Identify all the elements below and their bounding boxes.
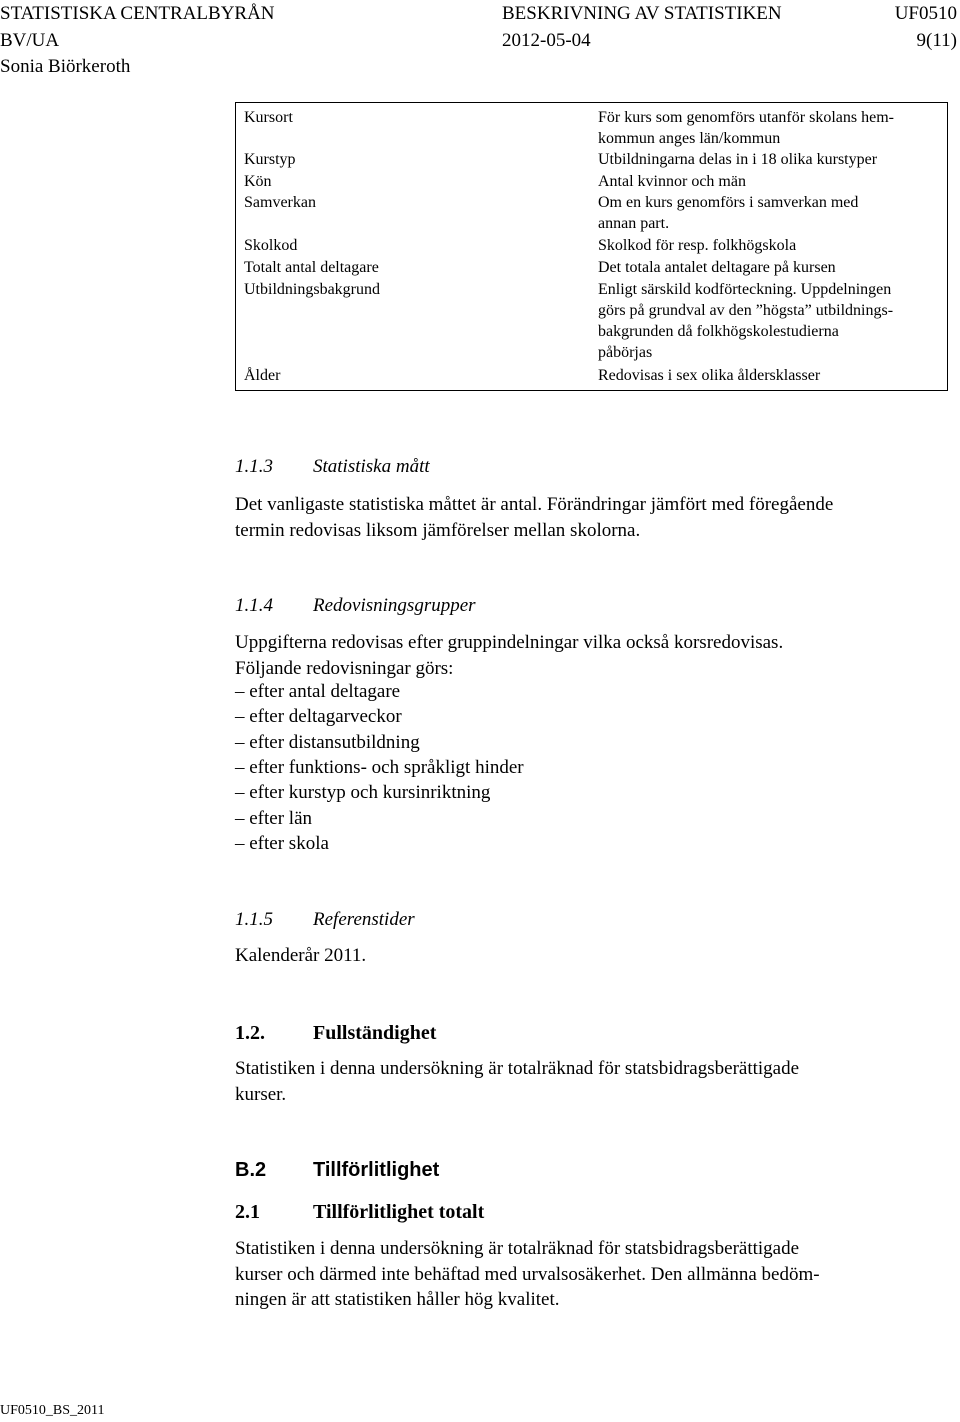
table-desc-totalt: Det totala antalet deltagare på kursen [598, 259, 836, 276]
section-title: Redovisningsgrupper [313, 595, 476, 616]
table-desc-line: Om en kurs genomförs i samverkan med [598, 194, 859, 211]
section-heading-referenstider [235, 908, 415, 932]
table-desc-line: kommun anges län/kommun [598, 130, 781, 147]
paragraph-line: Följande redovisningar görs: [235, 657, 454, 679]
table-term-alder: Ålder [244, 367, 281, 384]
section-number: 1.1.3 [235, 456, 273, 477]
header-org: STATISTISKA CENTRALBYRÅN [0, 3, 275, 24]
header-unit: BV/UA [0, 30, 60, 51]
paragraph-line: Statistiken i denna undersökning är totalräknad för statsbidragsberättigade [235, 1058, 800, 1079]
list-item: – efter distansutbildning [235, 732, 420, 753]
section-title: Tillförlitlighet totalt [313, 1201, 485, 1223]
paragraph-line: Statistiken i denna undersökning är totalräknad för statsbidragsberättigade [235, 1238, 800, 1259]
paragraph-redovisningsgrupper [235, 630, 783, 681]
variable-table [235, 102, 948, 391]
section-title: Statistiska mått [313, 456, 430, 477]
section-number: 1.1.5 [235, 909, 273, 930]
table-desc-kon: Antal kvinnor och män [598, 173, 746, 190]
paragraph-fullstandighet [235, 1056, 799, 1107]
paragraph-statistiska-matt [235, 492, 833, 543]
table-term-skolkod: Skolkod [244, 237, 298, 254]
section-heading-tillforlitlighet-totalt [235, 1200, 484, 1224]
table-term-kursort: Kursort [244, 109, 293, 126]
section-title: Referenstider [313, 909, 415, 930]
table-term-kurstyp: Kurstyp [244, 151, 296, 168]
table-desc-line: påbörjas [598, 344, 653, 361]
paragraph-line: Det vanligaste statistiska måttet är antal. Förändringar jämfört med föregående [235, 494, 834, 515]
section-heading-statistiska-matt [235, 455, 430, 479]
list-item: – efter deltagarveckor [235, 706, 402, 727]
paragraph-line: termin redovisas liksom jämförelser mellan skolorna. [235, 519, 641, 541]
section-title: Tillförlitlighet [313, 1159, 440, 1181]
table-desc-line: För kurs som genomförs utanför skolans hem- [598, 109, 894, 126]
header-author: Sonia Biörkeroth [0, 56, 131, 77]
list-item: – efter kurstyp och kursinriktning [235, 782, 491, 803]
table-desc-line: Enligt särskild kodförteckning. Uppdelningen [598, 281, 892, 298]
table-term-samverkan: Samverkan [244, 194, 316, 211]
section-number: B.2 [235, 1159, 267, 1181]
paragraph-line: Uppgifterna redovisas efter gruppindelningar vilka också korsredovisas. [235, 632, 784, 653]
section-heading-fullstandighet [235, 1021, 436, 1045]
section-number: 1.2. [235, 1022, 265, 1044]
header-page-number: 9(11) [916, 30, 957, 51]
list-item: – efter skola [235, 833, 329, 854]
table-desc-kurstyp: Utbildningarna delas in i 18 olika kurstyper [598, 151, 878, 168]
header-doc-type: BESKRIVNING AV STATISTIKEN [502, 3, 782, 24]
section-title: Fullständighet [313, 1022, 437, 1044]
list-item: – efter antal deltagare [235, 681, 401, 702]
section-heading-redovisningsgrupper [235, 594, 476, 618]
section-number: 1.1.4 [235, 595, 273, 616]
table-desc-skolkod: Skolkod för resp. folkhögskola [598, 237, 797, 254]
table-desc-kursort [598, 107, 943, 149]
paragraph-tillforlitlighet-totalt [235, 1236, 820, 1313]
table-desc-utbildningsbakgrund [598, 279, 943, 363]
paragraph-line: kurser. [235, 1083, 287, 1105]
table-desc-samverkan [598, 192, 943, 234]
table-desc-line: bakgrunden då folkhögskolestudierna [598, 323, 839, 340]
header-date: 2012-05-04 [502, 30, 591, 51]
paragraph-referenstider: Kalenderår 2011. [235, 945, 367, 966]
table-term-utbildningsbakgrund: Utbildningsbakgrund [244, 281, 380, 298]
table-desc-line: annan part. [598, 215, 670, 232]
header-doc-code: UF0510 [894, 3, 957, 24]
table-term-totalt: Totalt antal deltagare [244, 259, 379, 276]
section-heading-tillforlitlighet [235, 1158, 439, 1182]
paragraph-line: ningen är att statistiken håller hög kvalitet. [235, 1289, 560, 1310]
list-item: – efter funktions- och språkligt hinder [235, 757, 524, 778]
table-desc-line: görs på grundval av den ”högsta” utbildnings- [598, 302, 894, 319]
list-item: – efter län [235, 808, 313, 829]
paragraph-line: kurser och därmed inte behäftad med urvalsosäkerhet. Den allmänna bedöm- [235, 1263, 820, 1285]
table-desc-alder: Redovisas i sex olika åldersklasser [598, 367, 821, 384]
footer-doc-id: UF0510_BS_2011 [0, 1403, 105, 1418]
section-number: 2.1 [235, 1201, 260, 1223]
table-term-kon: Kön [244, 173, 272, 190]
